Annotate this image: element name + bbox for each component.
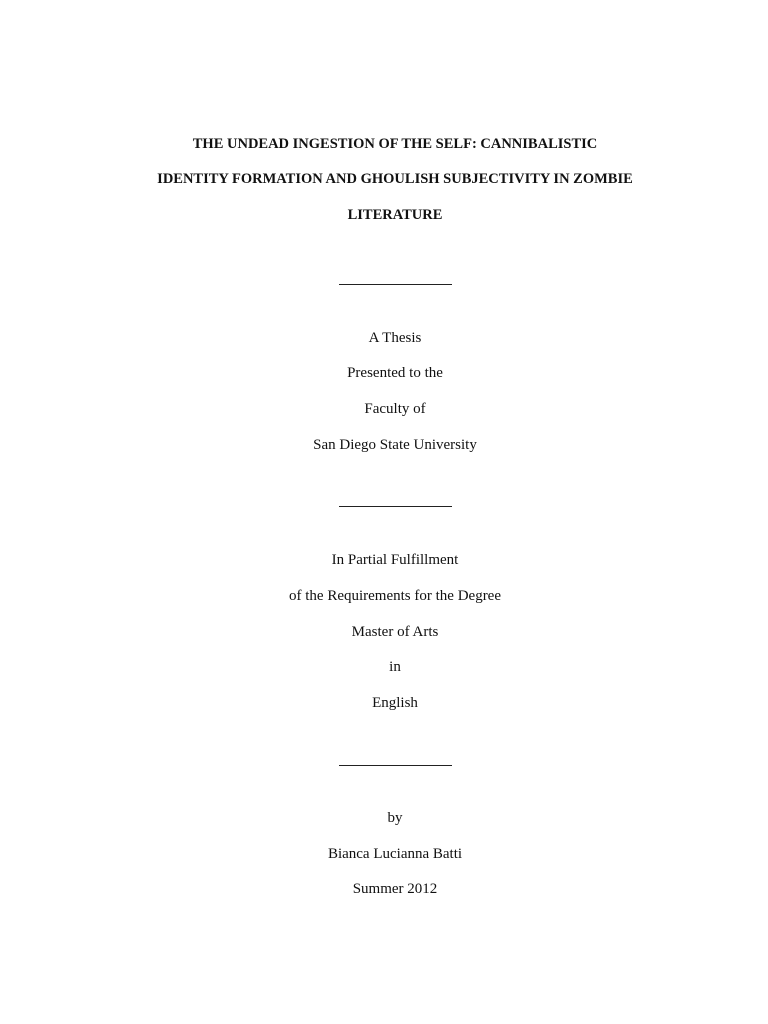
- divider-rule-3: [339, 765, 452, 766]
- divider-rule-2: [339, 506, 452, 507]
- divider-rule-1: [339, 284, 452, 285]
- submission-date: Summer 2012: [352, 881, 438, 897]
- faculty-line: Faculty of: [364, 401, 426, 417]
- presented-to-line: Presented to the: [347, 365, 443, 381]
- requirements-line: of the Requirements for the Degree: [289, 588, 501, 604]
- title-line-2: IDENTITY FORMATION AND GHOULISH SUBJECTIVITY IN ZOMBIE: [157, 171, 633, 187]
- partial-fulfillment-line: In Partial Fulfillment: [331, 552, 459, 568]
- university-name: San Diego State University: [313, 437, 477, 453]
- degree-name: Master of Arts: [351, 624, 439, 640]
- thesis-label: A Thesis: [368, 330, 422, 346]
- author-name: Bianca Lucianna Batti: [327, 846, 463, 862]
- field-of-study: English: [372, 695, 418, 711]
- in-line: in: [389, 659, 401, 675]
- title-line-3: LITERATURE: [347, 207, 443, 223]
- by-line: by: [387, 810, 403, 826]
- title-line-1: THE UNDEAD INGESTION OF THE SELF: CANNIBALISTIC: [192, 136, 598, 152]
